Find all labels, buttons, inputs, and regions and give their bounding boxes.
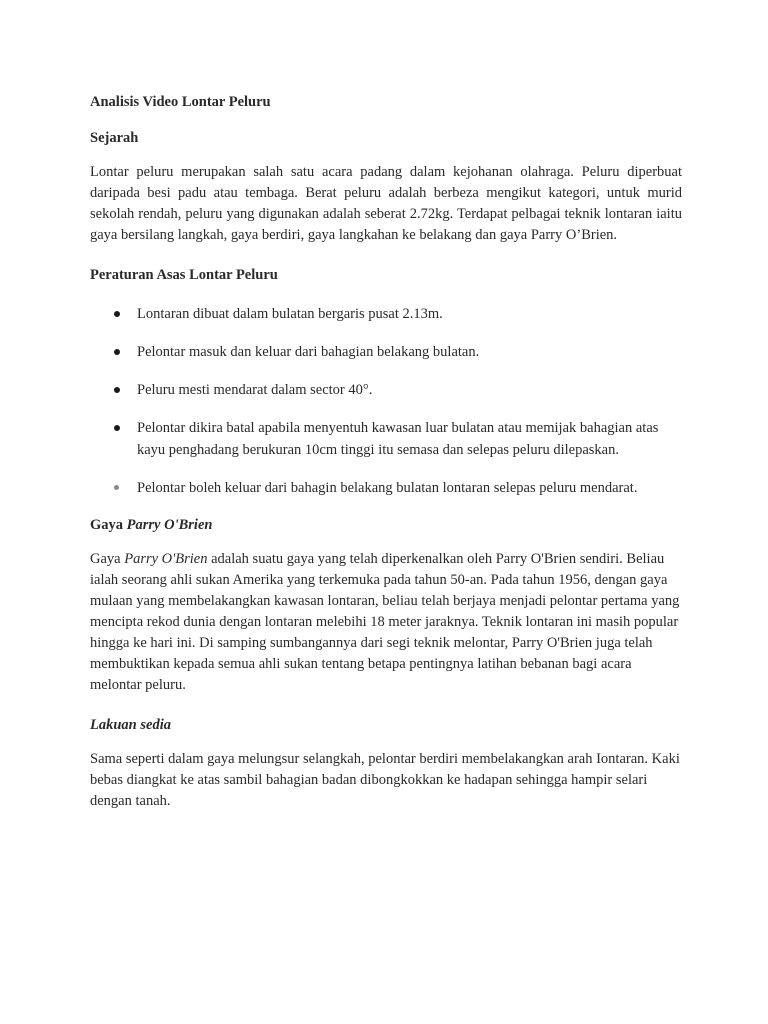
list-item-text: Lontaran dibuat dalam bulatan bergaris pusat 2.13m.: [137, 306, 443, 322]
bullet-icon: [114, 387, 120, 393]
paragraph-gaya-rest: adalah suatu gaya yang telah diperkenalkan oleh Parry O'Brien sendiri. Beliau ialah seorang ahli sukan Amerika yang terkemuka pada tahun 50-an. Pada tahun 1956, dengan gaya mulaan yang membelakangkan kawasan lontaran, beliau telah berjaya menjadi pelontar pertama yang mencipta rekod dunia dengan lontaran melebihi 18 meter jaraknya. Teknik lontaran ini masih popular hingga ke hari ini. Di samping sumbangannya dari segi teknik melontar, Parry O'Brien juga telah membuktikan kepada semua ahli sukan tentang betapa pentingnya latihan bebanan bagi acara melontar peluru.: [90, 551, 680, 693]
heading-gaya-prefix: Gaya: [90, 517, 127, 533]
heading-sejarah: Sejarah: [90, 130, 139, 146]
bullet-icon: [114, 349, 120, 355]
bullet-icon: [114, 425, 120, 431]
list-item-text: Peluru mesti mendarat dalam sector 40°.: [137, 382, 373, 398]
heading-peraturan: Peraturan Asas Lontar Peluru: [90, 267, 278, 283]
list-item-text: Pelontar masuk dan keluar dari bahagian belakang bulatan.: [137, 344, 480, 360]
paragraph-gaya: [90, 549, 682, 696]
bullet-icon: [114, 311, 120, 317]
rules-list: [90, 303, 682, 499]
heading-gaya-italic: Parry O'Brien: [126, 517, 213, 533]
list-item-text: Pelontar boleh keluar dari bahagin belakang bulatan lontaran selepas peluru mendarat.: [137, 480, 638, 496]
paragraph-gaya-prefix: Gaya: [90, 551, 125, 567]
list-item-text: Pelontar dikira batal apabila menyentuh kawasan luar bulatan atau memijak bahagian atas kayu penghadang berukuran 10cm tinggi itu semasa dan selepas peluru dilepaskan.: [137, 420, 659, 458]
list-item: [90, 303, 682, 325]
document-page: [90, 92, 682, 831]
list-item: [90, 417, 682, 461]
list-item: [90, 341, 682, 363]
paragraph-sejarah: Lontar peluru merupakan salah satu acara padang dalam kejohanan olahraga. Peluru diperbuat daripada besi padu atau tembaga. Berat peluru adalah berbeza mengikut kategori, untuk murid sekolah rendah, peluru yang digunakan adalah seberat 2.72kg. Terdapat pelbagai teknik lontaran iaitu gaya bersilang langkah, gaya berdiri, gaya langkahan ke belakang dan gaya Parry O’Brien.: [90, 164, 682, 243]
list-item: [90, 477, 682, 499]
paragraph-lakuan: Sama seperti dalam gaya melungsur selangkah, pelontar berdiri membelakangkan arah Iontaran. Kaki bebas diangkat ke atas sambil bahagian badan dibongkokkan ke hadapan sehingga hampir selari dengan tanah.: [90, 751, 680, 809]
heading-lakuan: Lakuan sedia: [90, 717, 171, 733]
document-title: Analisis Video Lontar Peluru: [90, 94, 271, 110]
heading-gaya: [90, 515, 682, 535]
paragraph-gaya-italic: Parry O'Brien: [124, 551, 208, 567]
list-item: [90, 379, 682, 401]
bullet-icon: [114, 485, 119, 490]
